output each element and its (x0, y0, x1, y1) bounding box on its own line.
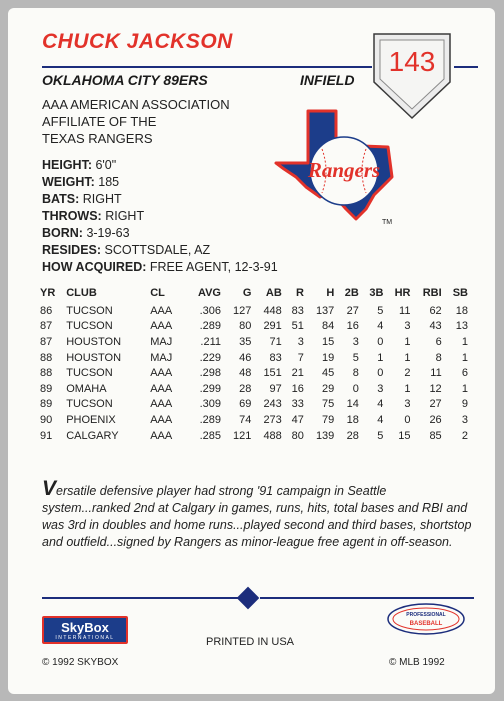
stats-cell: 151 (263, 367, 282, 380)
stats-cell: 4 (377, 398, 384, 411)
position: INFIELD (300, 72, 355, 88)
description-dropcap: V (42, 477, 57, 500)
stats-cell: 87 (40, 320, 53, 333)
card-back (8, 8, 495, 694)
stats-header-cell: RBI (422, 287, 442, 299)
bio-value: RIGHT (79, 192, 122, 206)
stats-cell: 83 (291, 304, 304, 317)
table-row (38, 350, 470, 366)
stats-cell: 291 (263, 320, 282, 333)
stats-header-cell: 2B (344, 287, 359, 299)
stats-cell: 47 (291, 413, 304, 426)
stats-cell: 80 (291, 429, 304, 442)
stats-cell: 8 (435, 351, 442, 364)
stats-cell: 15 (322, 335, 335, 348)
table-row (38, 397, 470, 413)
stats-cell: 6 (461, 367, 468, 380)
stats-header-cell: AVG (197, 287, 221, 299)
stats-cell: 29 (322, 382, 335, 395)
stats-cell: 18 (346, 413, 359, 426)
bio-throws (42, 208, 278, 225)
bio-value: FREE AGENT, 12-3-91 (146, 260, 278, 274)
stats-header-cell: AB (265, 287, 282, 299)
table-row (38, 334, 470, 350)
stats-cell: 0 (377, 335, 384, 348)
stats-cell: 91 (40, 429, 53, 442)
stats-cell: .285 (199, 429, 221, 442)
stats-cell: 1 (404, 382, 411, 395)
bio-value: 185 (94, 175, 120, 189)
stats-cell: 5 (377, 304, 384, 317)
stats-cell: 13 (455, 320, 468, 333)
logo-text: Rangers (307, 158, 381, 182)
footer-rule-right (260, 597, 474, 599)
stats-cell: TUCSON (66, 304, 113, 317)
table-row (38, 365, 470, 381)
stats-cell: 69 (239, 398, 252, 411)
stats-cell: TUCSON (66, 320, 113, 333)
stats-cell: .298 (199, 367, 221, 380)
stats-cell: 14 (346, 398, 359, 411)
bio-resides (42, 242, 278, 259)
stats-cell: 5 (352, 351, 359, 364)
stats-cell: 75 (322, 398, 335, 411)
brand-name: SkyBox (61, 620, 109, 635)
stats-cell: 2 (404, 367, 411, 380)
skybox-logo (42, 616, 128, 644)
trademark: TM (382, 219, 393, 226)
stats-cell: 28 (346, 429, 359, 442)
bio-bats (42, 191, 278, 208)
copyright-mlb: © MLB 1992 (389, 657, 445, 668)
stats-cell: 15 (398, 429, 411, 442)
stats-cell: 3 (404, 320, 411, 333)
stats-cell: 43 (429, 320, 442, 333)
stats-header-cell: CL (150, 287, 165, 299)
stats-cell: 137 (315, 304, 335, 317)
affiliation-line: AAA AMERICAN ASSOCIATION (42, 97, 230, 112)
stats-cell: 83 (269, 351, 282, 364)
stats-cell: 273 (263, 413, 282, 426)
professional-baseball-logo-icon (386, 602, 466, 636)
table-row (38, 412, 470, 428)
stats-cell: 127 (233, 304, 252, 317)
copyright-skybox: © 1992 SKYBOX (42, 657, 119, 668)
stats-cell: AAA (150, 304, 173, 317)
stats-cell: MAJ (150, 335, 173, 348)
stats-header-cell: G (242, 287, 252, 299)
player-name: CHUCK JACKSON (42, 30, 233, 53)
stats-header-cell: R (295, 287, 304, 299)
stats-cell: 85 (429, 429, 442, 442)
stats-cell: 1 (461, 351, 468, 364)
table-row (38, 303, 470, 319)
stats-cell: 88 (40, 367, 53, 380)
stats-cell: 79 (322, 413, 335, 426)
stats-cell: 0 (404, 413, 411, 426)
stats-cell: 19 (322, 351, 335, 364)
stats-cell: 9 (461, 398, 468, 411)
bio-label: BATS: (42, 192, 80, 206)
stats-cell: 139 (315, 429, 335, 442)
stats-cell: 21 (291, 367, 304, 380)
stats-cell: 2 (461, 429, 468, 442)
stats-cell: 80 (239, 320, 252, 333)
bio-label: WEIGHT: (42, 175, 95, 189)
stats-cell: 46 (239, 351, 252, 364)
card-number: 143 (388, 46, 436, 77)
stats-cell: MAJ (150, 351, 173, 364)
brand-sub: INTERNATIONAL (55, 635, 115, 641)
stats-cell: 1 (461, 382, 468, 395)
stats-cell: 12 (429, 382, 442, 395)
stats-cell: 7 (297, 351, 304, 364)
affiliation-line: TEXAS RANGERS (42, 131, 153, 146)
stats-cell: 87 (40, 335, 53, 348)
bio-value: RIGHT (101, 209, 145, 223)
stats-cell: AAA (150, 320, 173, 333)
stats-cell: 1 (404, 351, 411, 364)
stats-cell: 97 (269, 382, 282, 395)
affiliation (42, 96, 230, 147)
table-row (38, 381, 470, 397)
stats-header-cell: H (326, 287, 335, 299)
stats-cell: 74 (239, 413, 252, 426)
printed-in: PRINTED IN USA (206, 636, 295, 648)
stats-cell: 88 (40, 351, 53, 364)
diamond-icon (237, 587, 260, 610)
stats-cell: .299 (199, 382, 221, 395)
stats-cell: 28 (239, 382, 252, 395)
bio-height (42, 157, 278, 174)
stats-cell: HOUSTON (66, 351, 122, 364)
stats-cell: .211 (200, 335, 221, 348)
stats-cell: 4 (377, 320, 384, 333)
stats-cell: 4 (377, 413, 384, 426)
stats-cell: 1 (377, 351, 384, 364)
stats-cell: 3 (404, 398, 411, 411)
team-name: OKLAHOMA CITY 89ERS (42, 72, 208, 88)
stats-cell: 26 (429, 413, 442, 426)
bio-label: BORN: (42, 226, 83, 240)
stats-cell: 0 (352, 382, 359, 395)
stats-table (38, 283, 470, 443)
stats-cell: 90 (40, 413, 53, 426)
stats-cell: .229 (199, 351, 221, 364)
stats-cell: 8 (352, 367, 359, 380)
stats-cell: 84 (322, 320, 335, 333)
bio-label: THROWS: (42, 209, 102, 223)
table-row (38, 428, 470, 444)
stats-header-cell: SB (452, 287, 468, 299)
rangers-logo-icon (270, 103, 402, 225)
pb-logo-top: PROFESSIONAL (406, 612, 446, 618)
stats-cell: CALGARY (66, 429, 119, 442)
stats-header-cell: YR (40, 287, 56, 299)
stats-cell: 0 (377, 367, 384, 380)
stats-cell: 448 (263, 304, 282, 317)
stats-cell: OMAHA (66, 382, 107, 395)
stats-cell: 3 (352, 335, 359, 348)
stats-cell: 27 (429, 398, 442, 411)
stats-cell: 33 (291, 398, 304, 411)
stats-cell: HOUSTON (66, 335, 122, 348)
stats-cell: 488 (263, 429, 282, 442)
stats-cell: 45 (322, 367, 335, 380)
bio-label: HEIGHT: (42, 158, 92, 172)
stats-cell: 11 (430, 367, 442, 380)
stats-cell: 51 (291, 320, 304, 333)
stats-header-cell: CLUB (66, 287, 97, 299)
footer-rule-left (42, 597, 238, 599)
bio-value: SCOTTSDALE, AZ (101, 243, 211, 257)
affiliation-line: AFFILIATE OF THE (42, 114, 157, 129)
stats-cell: .289 (199, 320, 221, 333)
stats-cell: TUCSON (66, 367, 113, 380)
bio-value: 3-19-63 (82, 226, 130, 240)
stats-cell: TUCSON (66, 398, 113, 411)
stats-header-cell: HR (394, 287, 411, 299)
stats-cell: PHOENIX (66, 413, 116, 426)
stats-cell: AAA (150, 429, 173, 442)
bio-block (42, 157, 278, 276)
pb-logo-bottom: BASEBALL (409, 621, 443, 627)
stats-cell: 62 (429, 304, 442, 317)
stats-cell: 35 (239, 335, 252, 348)
stats-cell: 6 (435, 335, 442, 348)
stats-cell: 1 (461, 335, 468, 348)
header-rule (42, 66, 372, 68)
stats-header-row (38, 283, 470, 303)
stats-cell: .306 (199, 304, 221, 317)
bio-born (42, 225, 278, 242)
stats-cell: 27 (346, 304, 359, 317)
stats-cell: 3 (377, 382, 384, 395)
stats-cell: 121 (233, 429, 252, 442)
stats-cell: 1 (404, 335, 411, 348)
stats-cell: 3 (461, 413, 468, 426)
stats-cell: 16 (346, 320, 359, 333)
stats-cell: AAA (150, 413, 173, 426)
bio-acquired (42, 259, 278, 276)
player-description (42, 477, 472, 551)
bio-weight (42, 174, 278, 191)
stats-cell: 243 (263, 398, 282, 411)
stats-header-cell: 3B (369, 287, 384, 299)
stats-cell: AAA (150, 382, 173, 395)
stats-cell: 5 (377, 429, 384, 442)
bio-value: 6'0" (92, 158, 117, 172)
table-row (38, 319, 470, 335)
bio-label: RESIDES: (42, 243, 102, 257)
stats-cell: 48 (239, 367, 252, 380)
stats-cell: AAA (150, 398, 173, 411)
bio-label: HOW ACQUIRED: (42, 260, 147, 274)
stats-cell: 71 (269, 335, 282, 348)
stats-cell: .309 (199, 398, 221, 411)
stats-cell: 89 (40, 398, 53, 411)
stats-cell: 3 (297, 335, 304, 348)
stats-cell: 11 (399, 304, 411, 317)
stats-cell: AAA (150, 367, 173, 380)
stats-cell: .289 (199, 413, 221, 426)
stats-cell: 16 (291, 382, 304, 395)
stats-cell: 18 (455, 304, 468, 317)
stats-cell: 89 (40, 382, 53, 395)
stats-cell: 86 (40, 304, 53, 317)
description-text: ersatile defensive player had strong '91 campaign in Seattle system...ranked 2nd at Calgary in games, runs, hits, total bases and RBI and was 3rd in doubles and home runs...played second and third bases, shortstop and outfield...signed by Rangers as minor-league free agent in off-season. (42, 484, 472, 549)
